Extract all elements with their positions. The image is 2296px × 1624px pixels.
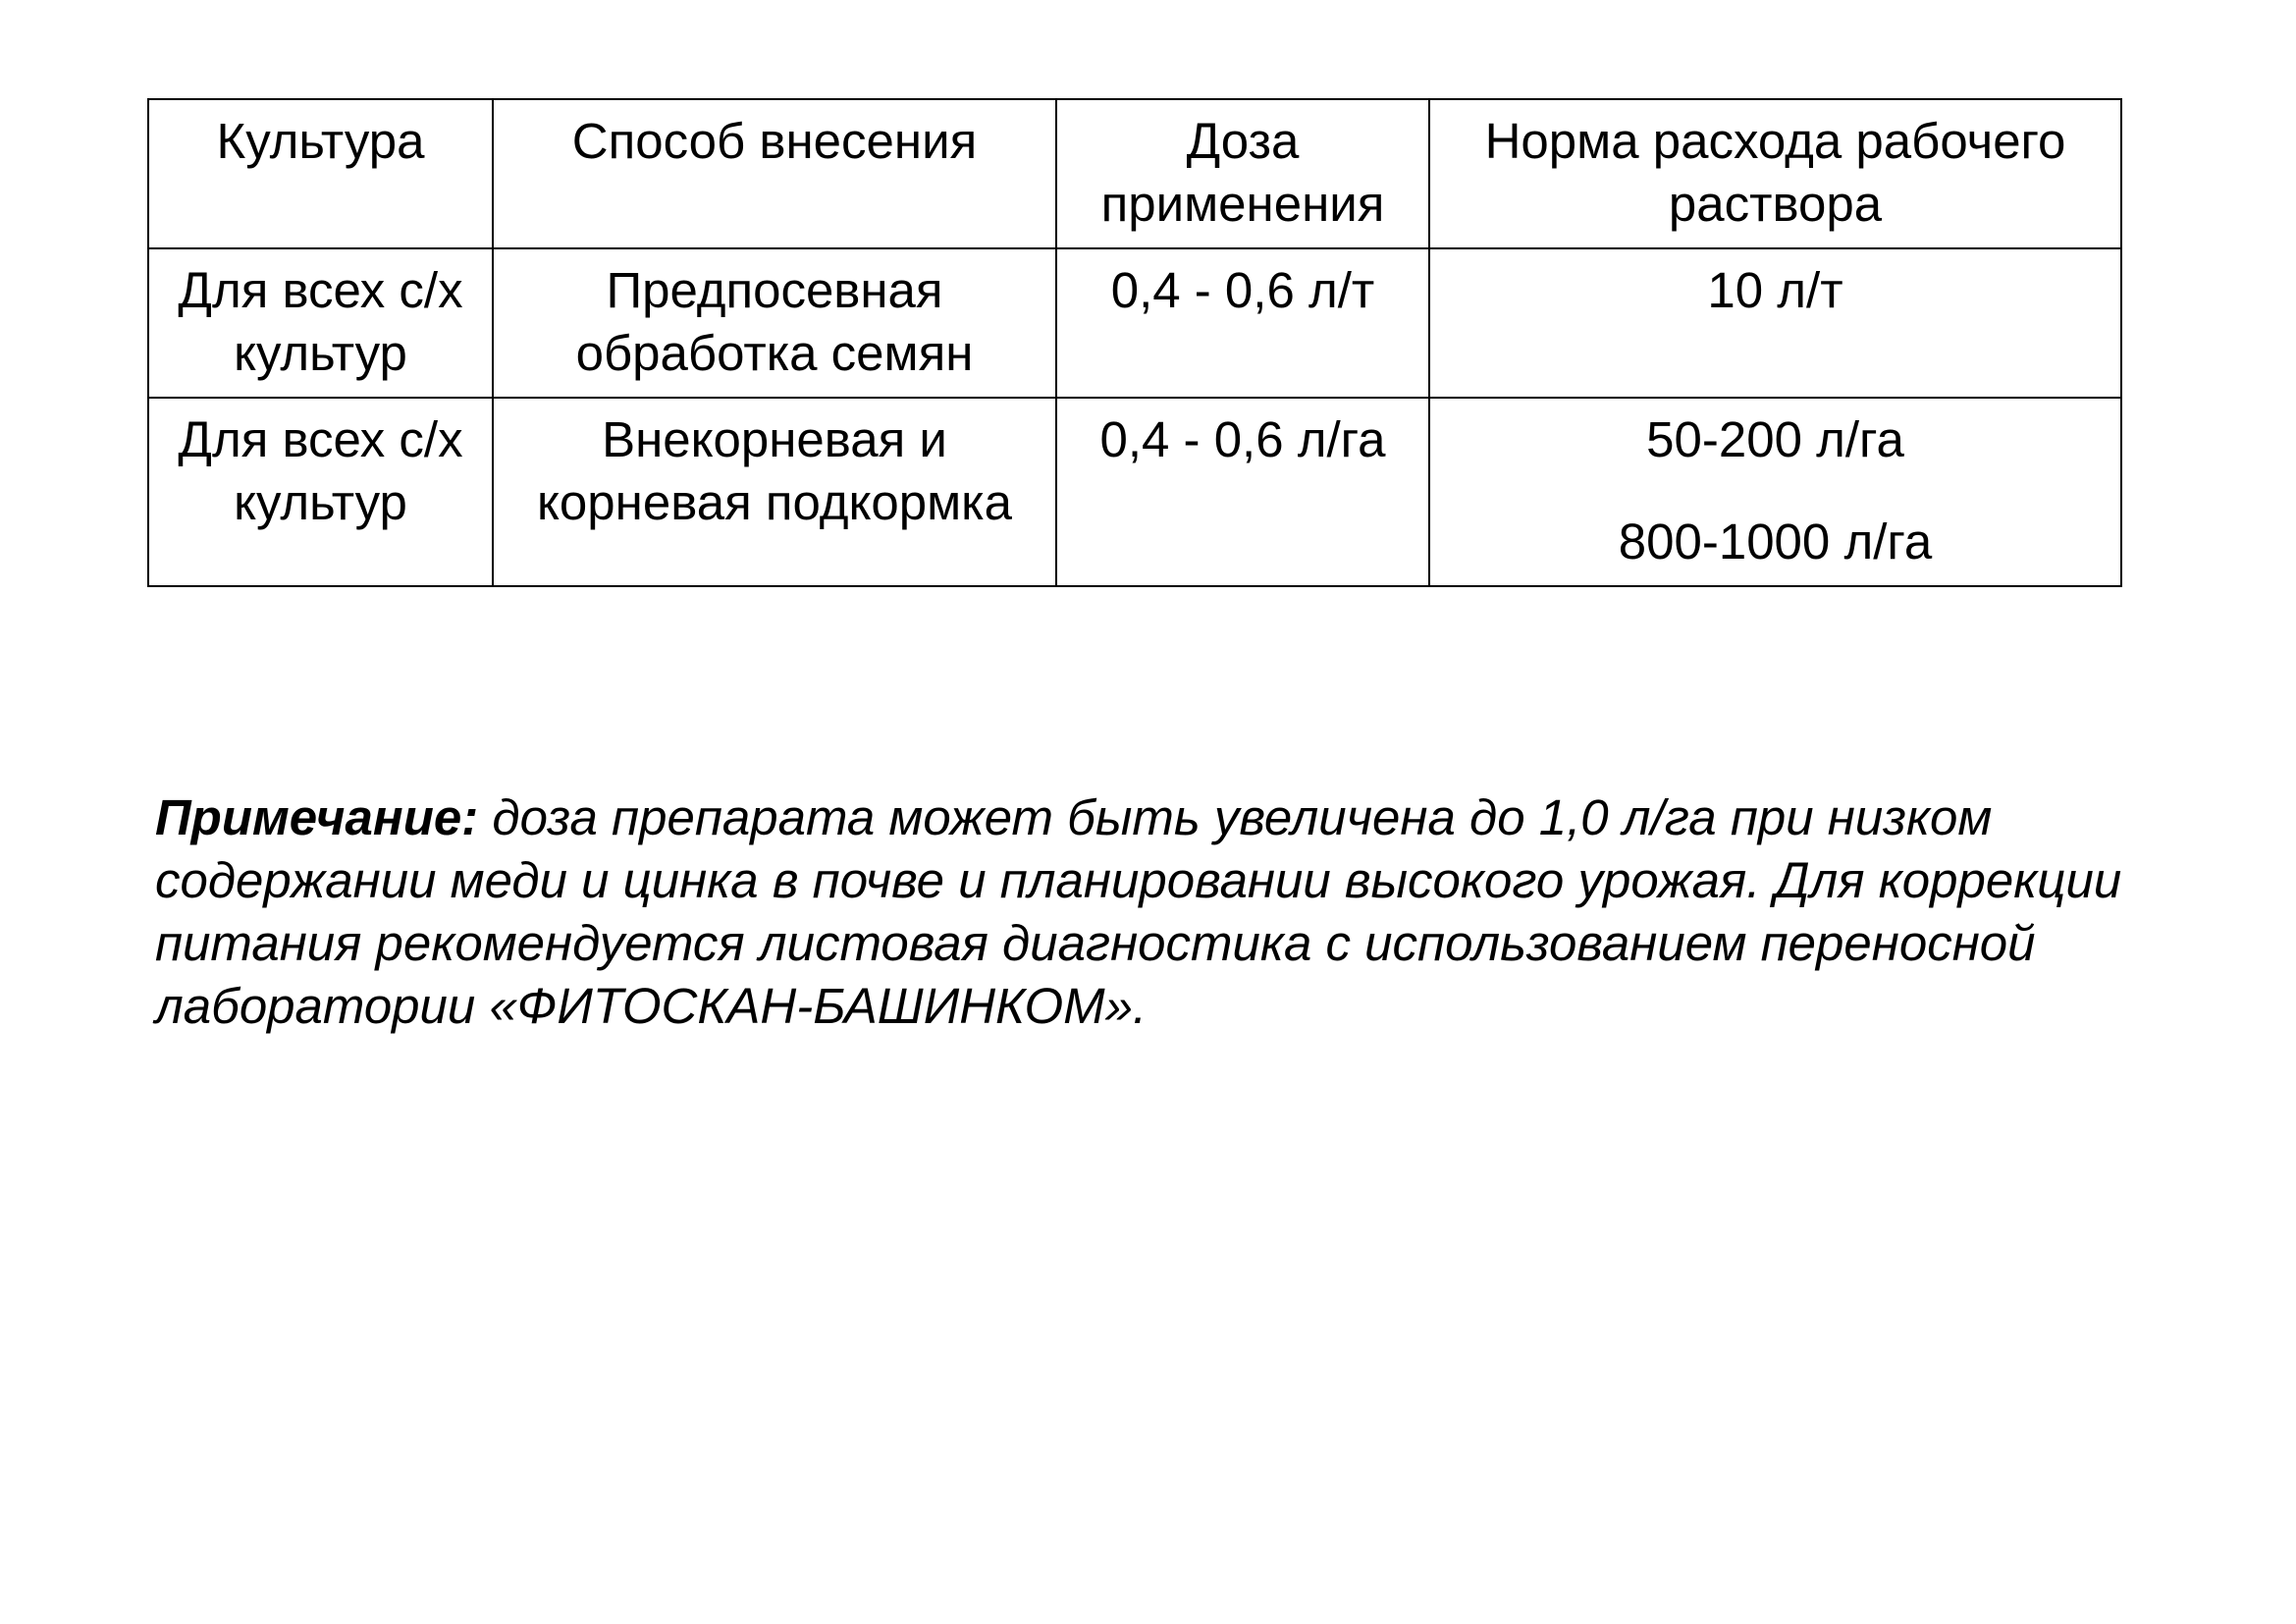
table-row — [148, 248, 2121, 398]
header-method — [493, 99, 1056, 248]
cell-culture — [148, 398, 493, 586]
cell-rate — [1429, 398, 2121, 586]
cell-rate-text: 10 л/т — [1707, 262, 1843, 318]
cell-method-text: Предпосевная обработка семян — [575, 262, 974, 381]
header-culture-text: Культура — [216, 113, 425, 169]
cell-dose — [1056, 398, 1429, 586]
header-dose — [1056, 99, 1429, 248]
header-dose-text: Доза применения — [1100, 113, 1385, 232]
cell-dose-text: 0,4 - 0,6 л/га — [1099, 411, 1386, 467]
table-header-row — [148, 99, 2121, 248]
cell-culture-text: Для всех с/х культур — [178, 262, 463, 381]
cell-method-text: Внекорневая и корневая подкормка — [537, 411, 1012, 530]
cell-rate-text-first: 50-200 л/га — [1646, 411, 1904, 467]
cell-rate — [1429, 248, 2121, 398]
note-paragraph — [155, 786, 2167, 1038]
header-method-text: Способ внесения — [571, 113, 978, 169]
header-culture — [148, 99, 493, 248]
cell-rate-text-second: 800-1000 л/га — [1618, 514, 1933, 569]
header-rate-text: Норма расхода рабочего раствора — [1484, 113, 2066, 232]
application-table — [147, 98, 2122, 587]
note-label: Примечание: — [155, 789, 479, 845]
table-row — [148, 398, 2121, 586]
header-rate — [1429, 99, 2121, 248]
cell-dose — [1056, 248, 1429, 398]
cell-dose-text: 0,4 - 0,6 л/т — [1110, 262, 1375, 318]
cell-culture — [148, 248, 493, 398]
cell-culture-text: Для всех с/х культур — [178, 411, 463, 530]
cell-method — [493, 248, 1056, 398]
note-text: доза препарата может быть увеличена до 1,0 л/га при низком содержании меди и цинка в почве и планировании высокого урожая. Для коррекции питания рекомендуется листовая диагностика с использованием переносной лаборатории «ФИТОСКАН-БАШИНКОМ». — [155, 789, 2122, 1034]
cell-method — [493, 398, 1056, 586]
